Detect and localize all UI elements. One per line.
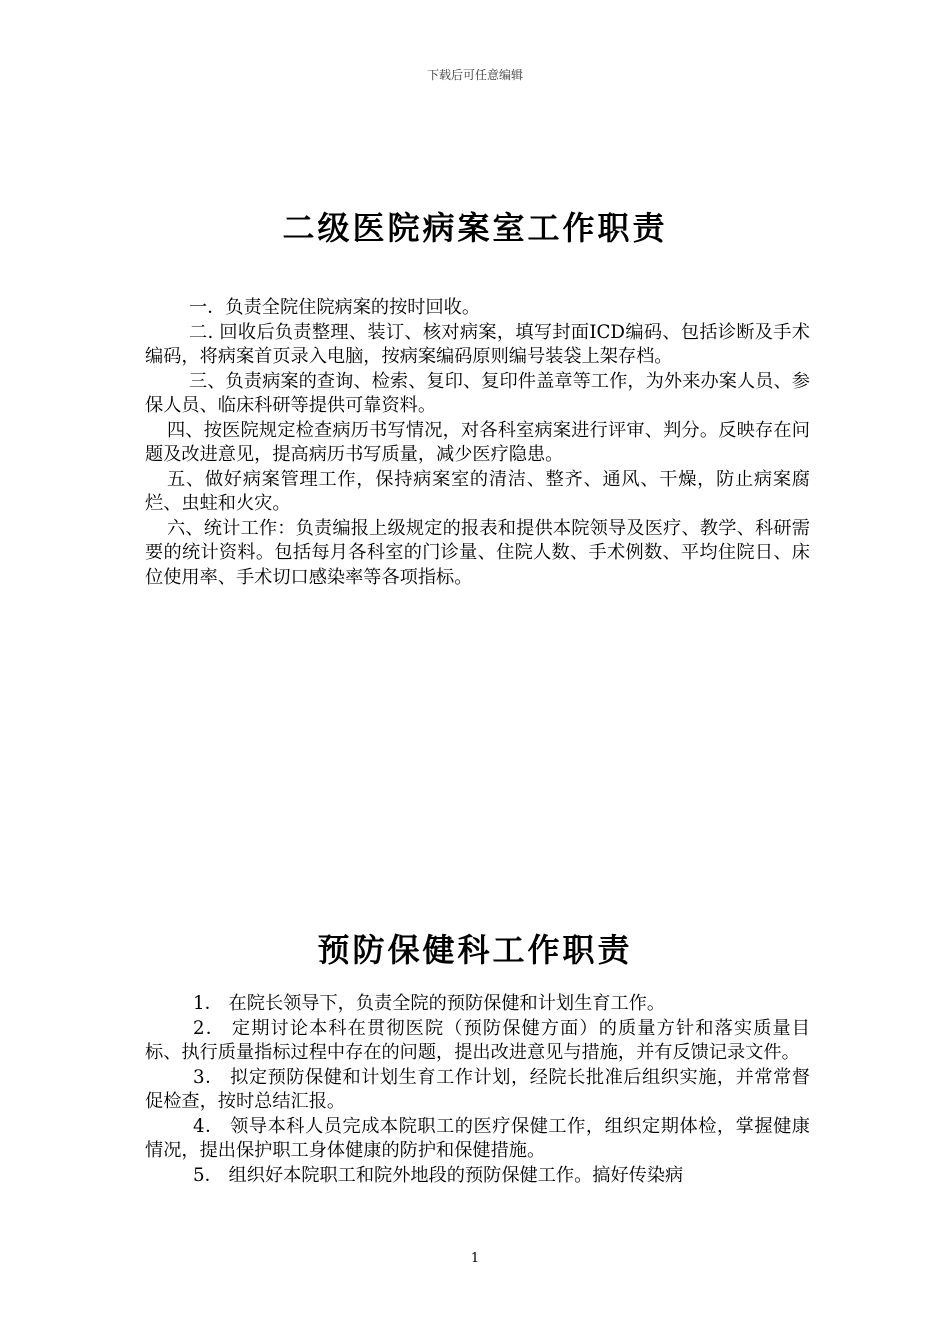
page-header: 下载后可任意编辑 [426,68,523,82]
duty-item: 3． 拟定预防保健和计划生育工作计划，经院长批准后组织实施，并常常督促检查，按时总结汇报。 [145,1066,810,1112]
duty-item: 三、负责病案的查询、检索、复印、复印件盖章等工作，为外来办案人员、参保人员、临床科研等提供可靠资料。 [145,370,810,416]
duty-item: 六、统计工作：负责编报上级规定的报表和提供本院领导及医疗、教学、科研需要的统计资料。包括每月各科室的门诊量、住院人数、手术例数、平均住院日、床位使用率、手术切口感染率等各项指标。 [145,517,810,588]
duty-item: 四、按医院规定检查病历书写情况，对各科室病案进行评审、判分。反映存在问题及改进意见，提高病历书写质量，减少医疗隐患。 [145,419,810,465]
page-number: 1 [470,1251,480,1266]
section-body-medical-records [145,296,810,590]
section-title-preventive-care: 预防保健科工作职责 [317,931,633,969]
section-title-medical-records: 二级医院病案室工作职责 [282,209,668,247]
section-body-preventive-care [145,992,810,1188]
duty-item: 5． 组织好本院职工和院外地段的预防保健工作。搞好传染病 [193,1164,684,1186]
duty-item: 一．负责全院住院病案的按时回收。 [189,297,481,318]
duty-item: 4． 领导本科人员完成本院职工的医疗保健工作，组织定期体检，掌握健康情况，提出保护职工身体健康的防护和保健措施。 [145,1115,810,1161]
duty-item: 2． 定期讨论本科在贯彻医院（预防保健方面）的质量方针和落实质量目标、执行质量指标过程中存在的问题，提出改进意见与措施，并有反馈记录文件。 [145,1017,810,1063]
duty-item: 五、做好病案管理工作，保持病案室的清洁、整齐、通风、干燥，防止病案腐烂、虫蛀和火灾。 [145,468,810,514]
duty-item: 二. 回收后负责整理、装订、核对病案，填写封面ICD编码、包括诊断及手术编码，将病案首页录入电脑，按病案编码原则编号装袋上架存档。 [145,321,810,367]
duty-item: 1． 在院长领导下，负责全院的预防保健和计划生育工作。 [193,993,666,1014]
